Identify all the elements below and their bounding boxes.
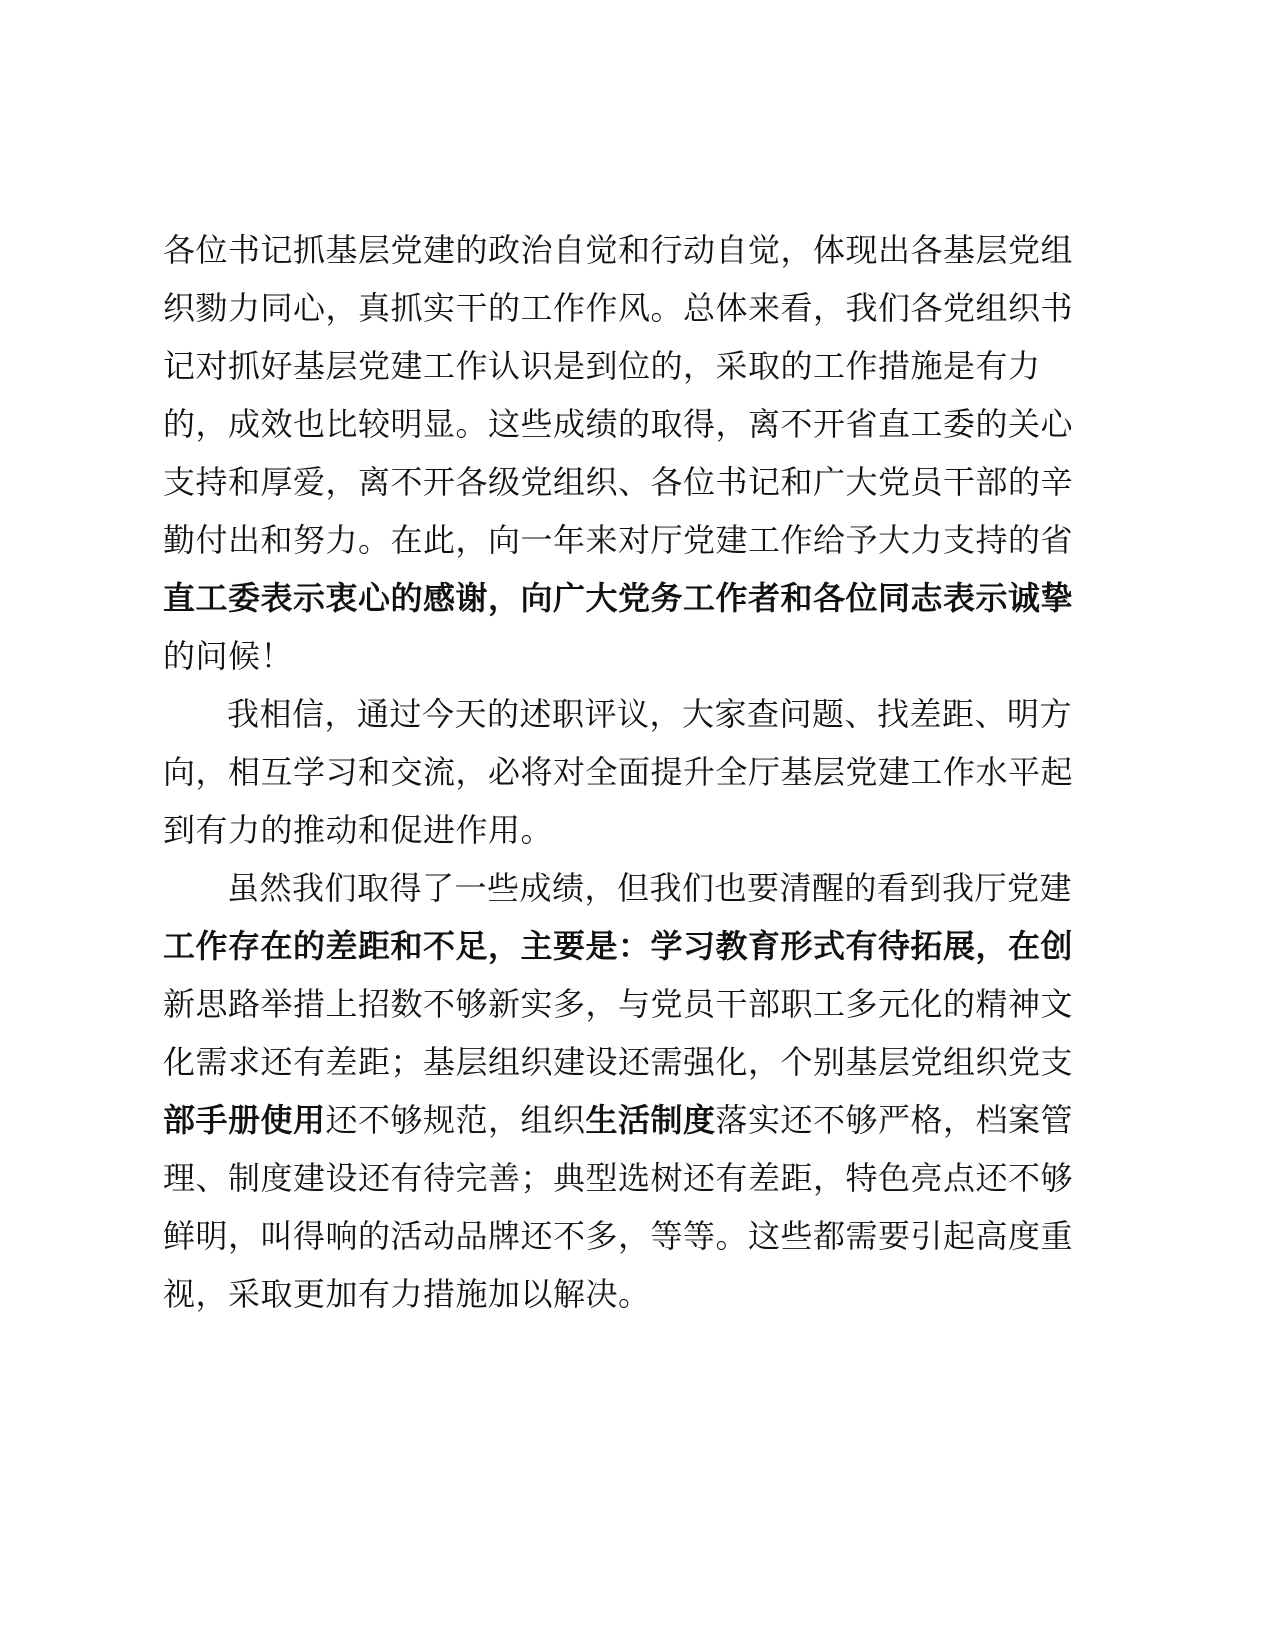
document-body: [163, 221, 1098, 1323]
text-run: 新思路举措上招数不够新实多，与党员干部职工多元化的精神文: [163, 985, 1074, 1023]
text-line: [163, 453, 1098, 511]
text-run: 记对抓好基层党建工作认识是到位的，采取的工作措施是有力: [163, 347, 1041, 385]
text-run-bold: 生活制度: [585, 1101, 716, 1139]
paragraph-shortcomings: [163, 859, 1098, 1323]
text-run: 到有力的推动和促进作用。: [163, 811, 554, 849]
text-line: [163, 221, 1098, 279]
text-line: [163, 1207, 1098, 1265]
text-line: [163, 1265, 1098, 1323]
text-run: 化需求还有差距；基层组织建设还需强化，个别基层党组织党支: [163, 1043, 1074, 1081]
text-line: [163, 801, 1098, 859]
text-line: [163, 685, 1098, 743]
text-line: [163, 859, 1098, 917]
text-run: 视，采取更加有力措施加以解决。: [163, 1275, 651, 1313]
text-run: 我相信，通过今天的述职评议，大家查问题、找差距、明方: [227, 695, 1073, 733]
paragraph-achievements: [163, 221, 1098, 685]
text-line: [163, 627, 1098, 685]
text-line: [163, 743, 1098, 801]
text-run: 的问候！: [163, 637, 294, 675]
text-line: [163, 569, 1098, 627]
text-run: 各位书记抓基层党建的政治自觉和行动自觉，体现出各基层党组: [163, 231, 1074, 269]
text-run-bold: 工作存在的差距和不足，主要是：学习教育形式有待拓展，在创: [163, 927, 1074, 965]
text-run: 织勠力同心，真抓实干的工作作风。总体来看，我们各党组织书: [163, 289, 1074, 327]
text-run-bold: 直工委表示衷心的感谢，向广大党务工作者和各位同志表示诚挚: [163, 579, 1074, 617]
text-run: 虽然我们取得了一些成绩，但我们也要清醒的看到我厅党建: [227, 869, 1073, 907]
text-line: [163, 511, 1098, 569]
text-run: 理、制度建设还有待完善；典型选树还有差距，特色亮点还不够: [163, 1159, 1074, 1197]
text-line: [163, 279, 1098, 337]
text-run: 还不够规范，组织: [325, 1101, 586, 1139]
text-line: [163, 975, 1098, 1033]
text-line: [163, 1091, 1098, 1149]
text-line: [163, 395, 1098, 453]
text-line: [163, 1149, 1098, 1207]
text-run: 支持和厚爱，离不开各级党组织、各位书记和广大党员干部的辛: [163, 463, 1074, 501]
text-line: [163, 1033, 1098, 1091]
text-run: 的，成效也比较明显。这些成绩的取得，离不开省直工委的关心: [163, 405, 1074, 443]
paragraph-belief: [163, 685, 1098, 859]
text-line: [163, 337, 1098, 395]
text-run-bold: 部手册使用: [163, 1101, 326, 1139]
text-run: 勤付出和努力。在此，向一年来对厅党建工作给予大力支持的省: [163, 521, 1074, 559]
text-run: 鲜明，叫得响的活动品牌还不多，等等。这些都需要引起高度重: [163, 1217, 1074, 1255]
text-run: 落实还不够严格，档案管: [715, 1101, 1074, 1139]
text-line: [163, 917, 1098, 975]
text-run: 向，相互学习和交流，必将对全面提升全厅基层党建工作水平起: [163, 753, 1074, 791]
